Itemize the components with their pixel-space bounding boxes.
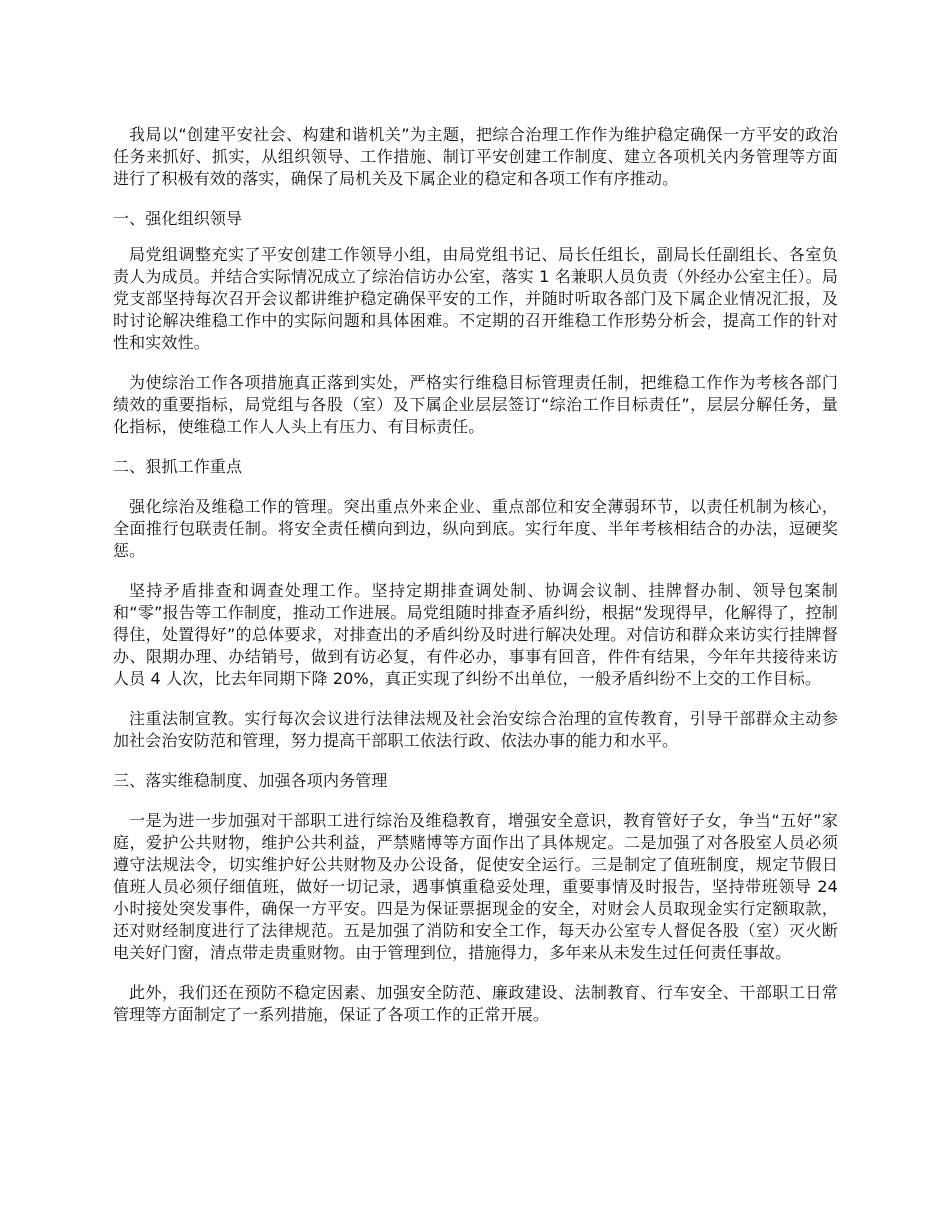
section1-paragraph-2: 为使综治工作各项措施真正落到实处，严格实行维稳目标管理责任制，把维稳工作作为考核各部门绩效的重要指标，局党组与各股（室）及下属企业层层签订“综治工作目标责任”，层层分解任务，量化指标，使维稳工作人人头上有压力、有目标责任。 bbox=[113, 373, 838, 436]
section-heading-2: 二、狠抓工作重点 bbox=[113, 457, 243, 476]
document-body bbox=[113, 124, 838, 1044]
section2-paragraph-1: 强化综治及维稳工作的管理。突出重点外来企业、重点部位和安全薄弱环节，以责任机制为核心，全面推行包联责任制。将安全责任横向到边，纵向到底。实行年度、半年考核相结合的办法，逗硬奖惩。 bbox=[113, 497, 838, 560]
section2-paragraph-3: 注重法制宣教。实行每次会议进行法律法规及社会治安综合治理的宣传教育，引导干部群众主动参加社会治安防范和管理，努力提高干部职工依法行政、依法办事的能力和水平。 bbox=[113, 709, 838, 750]
section-heading-3: 三、落实维稳制度、加强各项内务管理 bbox=[113, 771, 388, 790]
intro-paragraph: 我局以“创建平安社会、构建和谐机关”为主题，把综合治理工作作为维护稳定确保一方平安的政治任务来抓好、抓实，从组织领导、工作措施、制订平安创建工作制度、建立各项机关内务管理等方面进行了积极有效的落实，确保了局机关及下属企业的稳定和各项工作有序推动。 bbox=[113, 125, 838, 188]
section-heading-1: 一、强化组织领导 bbox=[113, 209, 243, 228]
section3-paragraph-2: 此外，我们还在预防不稳定因素、加强安全防范、廉政建设、法制教育、行车安全、干部职工日常管理等方面制定了一系列措施，保证了各项工作的正常开展。 bbox=[113, 983, 838, 1024]
section1-paragraph-1: 局党组调整充实了平安创建工作领导小组，由局党组书记、局长任组长，副局长任副组长、各室负责人为成员。并结合实际情况成立了综治信访办公室，落实 1 名兼职人员负责（外经办公室主任）。局党支部坚持每次召开会议都讲维护稳定确保平安的工作，并随时听取各部门及下属企业情况汇报，及时讨论解决维稳工作中的实际问题和具体困难。不定期的召开维稳工作形势分析会，提高工作的针对性和实效性。 bbox=[113, 245, 838, 352]
section2-paragraph-2: 坚持矛盾排查和调查处理工作。坚持定期排查调处制、协调会议制、挂牌督办制、领导包案制和“零”报告等工作制度，推动工作进展。局党组随时排查矛盾纠纷，根据“发现得早，化解得了，控制得住，处置得好”的总体要求，对排查出的矛盾纠纷及时进行解决处理。对信访和群众来访实行挂牌督办、限期办理、办结销号，做到有访必复，有件必办，事事有回音，件件有结果，今年年共接待来访人员 4 人次，比去年同期下降 20%，真正实现了纠纷不出单位，一般矛盾纠纷不上交的工作目标。 bbox=[113, 581, 838, 688]
section3-paragraph-1: 一是为进一步加强对干部职工进行综治及维稳教育，增强安全意识，教育管好子女，争当“五好”家庭，爱护公共财物，维护公共利益，严禁赌博等方面作出了具体规定。二是加强了对各股室人员必须遵守法规法令，切实维护好公共财物及办公设备，促使安全运行。三是制定了值班制度，规定节假日值班人员必须仔细值班，做好一切记录，遇事慎重稳妥处理，重要事情及时报告，坚持带班领导 24 小时接处突发事件，确保一方平安。四是为保证票据现金的安全，对财会人员取现金实行定额取款，还对财经制度进行了法律规范。五是加强了消防和安全工作，每天办公室专人督促各股（室）灭火断电关好门窗，清点带走贵重财物。由于管理到位，措施得力，多年来从未发生过任何责任事故。 bbox=[113, 811, 838, 962]
